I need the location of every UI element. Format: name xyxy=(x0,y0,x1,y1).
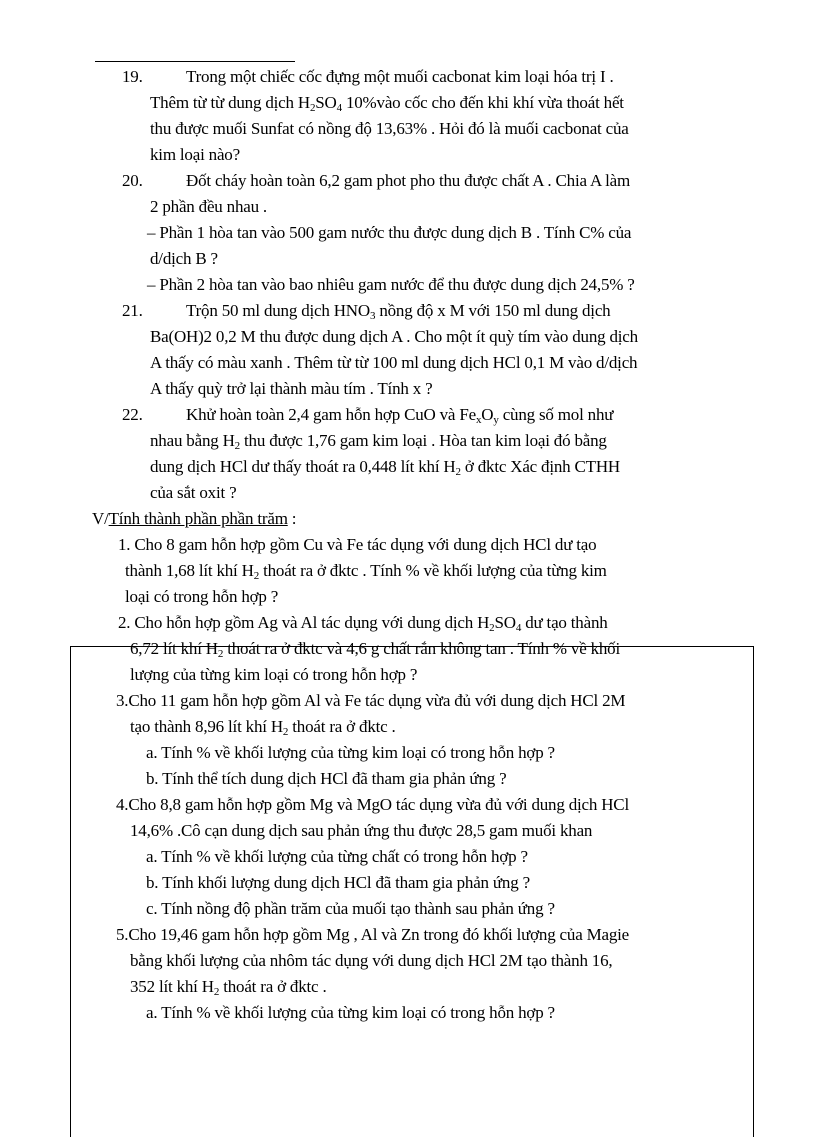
exercise-line: loại có trong hỗn hợp ? xyxy=(125,587,279,606)
problem-text-line: A thấy có màu xanh . Thêm từ từ 100 ml dung dịch HCl 0,1 M vào d/dịch xyxy=(150,353,638,372)
exercise-line: 6,72 lít khí $H_2$ thoát ra ở đktc và 4,6 g chất rắn không tan . Tính % về khối xyxy=(130,639,621,660)
header-rule xyxy=(95,61,295,62)
problem-text-line: Ba(OH)2 0,2 M thu được dung dịch A . Cho một ít quỳ tím vào dung dịch xyxy=(150,327,638,346)
exercise-line: a. Tính % về khối lượng của từng kim loại có trong hỗn hợp ? xyxy=(146,1003,555,1022)
problem-text-line: nhau bằng $H_2$ thu được 1,76 gam kim loại . Hòa tan kim loại đó bằng xyxy=(150,431,607,452)
section-heading xyxy=(92,508,296,530)
problem-text-line: 2 phần đều nhau . xyxy=(150,197,267,216)
exercise-line: 14,6% .Cô cạn dung dịch sau phản ứng thu được 28,5 gam muối khan xyxy=(130,821,593,840)
exercise-line: 1. Cho 8 gam hỗn hợp gồm Cu và Fe tác dụng với dung dịch HCl dư tạo xyxy=(118,535,597,554)
exercise-line: b. Tính khối lượng dung dịch HCl đã tham gia phản ứng ? xyxy=(146,873,530,892)
problem-text-line: Đốt cháy hoàn toàn 6,2 gam phot pho thu được chất A . Chia A làm xyxy=(186,171,631,190)
exercise-line: 2. Cho hỗn hợp gồm Ag và Al tác dụng với dung dịch $H_2SO_4$ dư tạo thành xyxy=(118,613,608,634)
problem-text-line: thu được muối Sunfat có nồng độ 13,63% . Hỏi đó là muối cacbonat của xyxy=(150,119,629,138)
problem-text-line: kim loại nào? xyxy=(150,145,240,164)
problem-text-line: Khử hoàn toàn 2,4 gam hỗn hợp CuO và $Fe_xO_y$ cùng số mol như xyxy=(186,405,614,426)
exercise-line: b. Tính thể tích dung dịch HCl đã tham gia phản ứng ? xyxy=(146,769,507,788)
problem-text-line: d/dịch B ? xyxy=(150,249,218,268)
exercise-line: a. Tính % về khối lượng của từng kim loại có trong hỗn hợp ? xyxy=(146,743,555,762)
problem-number: 20. xyxy=(122,171,143,190)
exercise-line: c. Tính nồng độ phần trăm của muối tạo thành sau phản ứng ? xyxy=(146,899,555,918)
problem-text-line: – Phần 1 hòa tan vào 500 gam nước thu được dung dịch B . Tính C% của xyxy=(147,223,632,242)
problem-text-line: A thấy quỳ trở lại thành màu tím . Tính x ? xyxy=(150,379,433,398)
exercise-line: lượng của từng kim loại có trong hỗn hợp ? xyxy=(130,665,418,684)
exercise-line: 4.Cho 8,8 gam hỗn hợp gồm Mg và MgO tác dụng vừa đủ với dung dịch HCl xyxy=(116,795,629,814)
exercise-line: 5.Cho 19,46 gam hỗn hợp gồm Mg , Al và Zn trong đó khối lượng của Magie xyxy=(116,925,630,944)
problem-number: 19. xyxy=(122,67,143,86)
section-suffix: : xyxy=(287,509,297,528)
problem-text-line: của sắt oxit ? xyxy=(150,483,237,502)
exercise-line: tạo thành 8,96 lít khí $H_2$ thoát ra ở đktc . xyxy=(130,717,396,738)
problem-number: 21. xyxy=(122,301,143,320)
exercise-line: bằng khối lượng của nhôm tác dụng với dung dịch HCl 2M tạo thành 16, xyxy=(130,951,613,970)
exercise-line: 352 lít khí $H_2$ thoát ra ở đktc . xyxy=(130,977,327,998)
exercise-line: thành 1,68 lít khí $H_2$ thoát ra ở đktc . Tính % về khối lượng của từng kim xyxy=(125,561,607,582)
section-title: Tính thành phần phần trăm xyxy=(108,509,288,528)
problem-text-line: Trong một chiếc cốc đựng một muối cacbonat kim loại hóa trị I . xyxy=(186,67,614,86)
problem-text-line: – Phần 2 hòa tan vào bao nhiêu gam nước để thu được dung dịch 24,5% ? xyxy=(147,275,635,294)
problem-text-line: Trộn 50 ml dung dịch $HNO_3$ nồng độ x M với 150 ml dung dịch xyxy=(186,301,611,322)
problem-text-line: dung dịch HCl dư thấy thoát ra 0,448 lít khí $H_2$ ở đktc Xác định CTHH xyxy=(150,457,621,478)
exercise-line: 3.Cho 11 gam hỗn hợp gồm Al và Fe tác dụng vừa đủ với dung dịch HCl 2M xyxy=(116,691,626,710)
problem-number: 22. xyxy=(122,405,143,424)
section-prefix: V/ xyxy=(92,509,109,528)
problem-text-line: Thêm từ từ dung dịch $H_2SO_4$ 10%vào cốc cho đến khi khí vừa thoát hết xyxy=(150,93,624,114)
exercise-line: a. Tính % về khối lượng của từng chất có trong hỗn hợp ? xyxy=(146,847,528,866)
